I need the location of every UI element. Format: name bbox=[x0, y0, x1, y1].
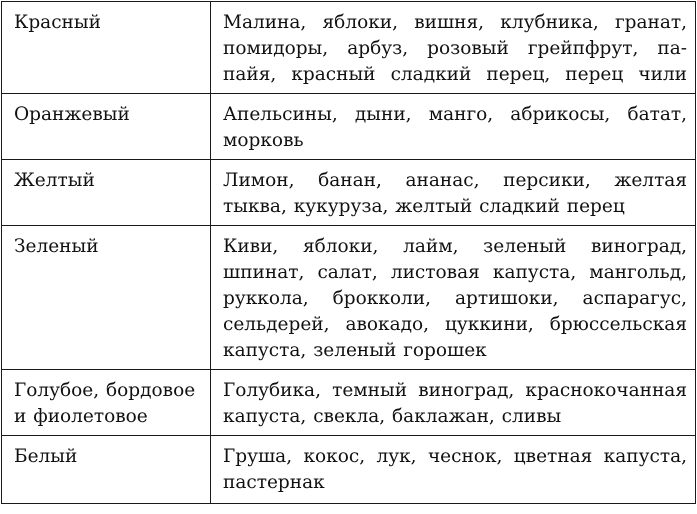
produce-list-cell bbox=[211, 160, 696, 226]
produce-list-line: Киви, яблоки, лайм, зеленый виноград, bbox=[223, 236, 687, 257]
table-body bbox=[2, 2, 696, 504]
produce-list-cell bbox=[211, 94, 696, 160]
color-name-cell bbox=[2, 370, 211, 436]
produce-list-line: помидоры, арбуз, розовый грейпфрут, па- bbox=[223, 38, 687, 59]
color-produce-table bbox=[1, 1, 696, 504]
produce-list-line: капуста, свекла, баклажан, сливы bbox=[223, 406, 562, 427]
produce-list-line: шпинат, салат, листовая капуста, мангольд, bbox=[223, 262, 687, 283]
produce-list-line: пастернак bbox=[223, 472, 325, 493]
table-row bbox=[2, 436, 696, 504]
produce-list-cell bbox=[211, 226, 696, 370]
table-row bbox=[2, 2, 696, 94]
color-name-line: Белый bbox=[14, 446, 78, 467]
produce-list-line: Апельсины, дыни, манго, абрикосы, батат, bbox=[223, 104, 687, 125]
produce-list-line: пайя, красный сладкий перец, перец чили bbox=[223, 64, 687, 85]
produce-list-line: морковь bbox=[223, 130, 304, 151]
produce-list-line: капуста, зеленый горошек bbox=[223, 340, 487, 361]
color-name-line: Оранжевый bbox=[14, 104, 130, 125]
color-name-line: Голубое, бордовое bbox=[14, 380, 196, 401]
color-name-cell bbox=[2, 94, 211, 160]
table-row bbox=[2, 94, 696, 160]
table-row bbox=[2, 160, 696, 226]
color-name-cell bbox=[2, 2, 211, 94]
produce-list-cell bbox=[211, 436, 696, 504]
produce-list-line: Лимон, банан, ананас, персики, желтая bbox=[223, 170, 687, 191]
color-name-cell bbox=[2, 160, 211, 226]
color-name-line: и фиолетовое bbox=[14, 406, 148, 427]
color-name-line: Зеленый bbox=[14, 236, 99, 257]
produce-list-line: руккола, брокколи, артишоки, аспарагус, bbox=[223, 288, 687, 309]
produce-list-line: сельдерей, авокадо, цуккини, брюссельская bbox=[223, 314, 687, 335]
table-row bbox=[2, 370, 696, 436]
color-name-cell bbox=[2, 436, 211, 504]
produce-list-line: Малина, яблоки, вишня, клубника, гранат, bbox=[223, 12, 687, 33]
produce-list-line: тыква, кукуруза, желтый сладкий перец bbox=[223, 196, 625, 217]
color-name-line: Желтый bbox=[14, 170, 95, 191]
table-row bbox=[2, 226, 696, 370]
produce-list-line: Голубика, темный виноград, краснокочанная bbox=[223, 380, 687, 401]
produce-list-line: Груша, кокос, лук, чеснок, цветная капуста, bbox=[223, 446, 687, 467]
produce-list-cell bbox=[211, 370, 696, 436]
color-name-line: Красный bbox=[14, 12, 101, 33]
produce-list-cell bbox=[211, 2, 696, 94]
color-name-cell bbox=[2, 226, 211, 370]
